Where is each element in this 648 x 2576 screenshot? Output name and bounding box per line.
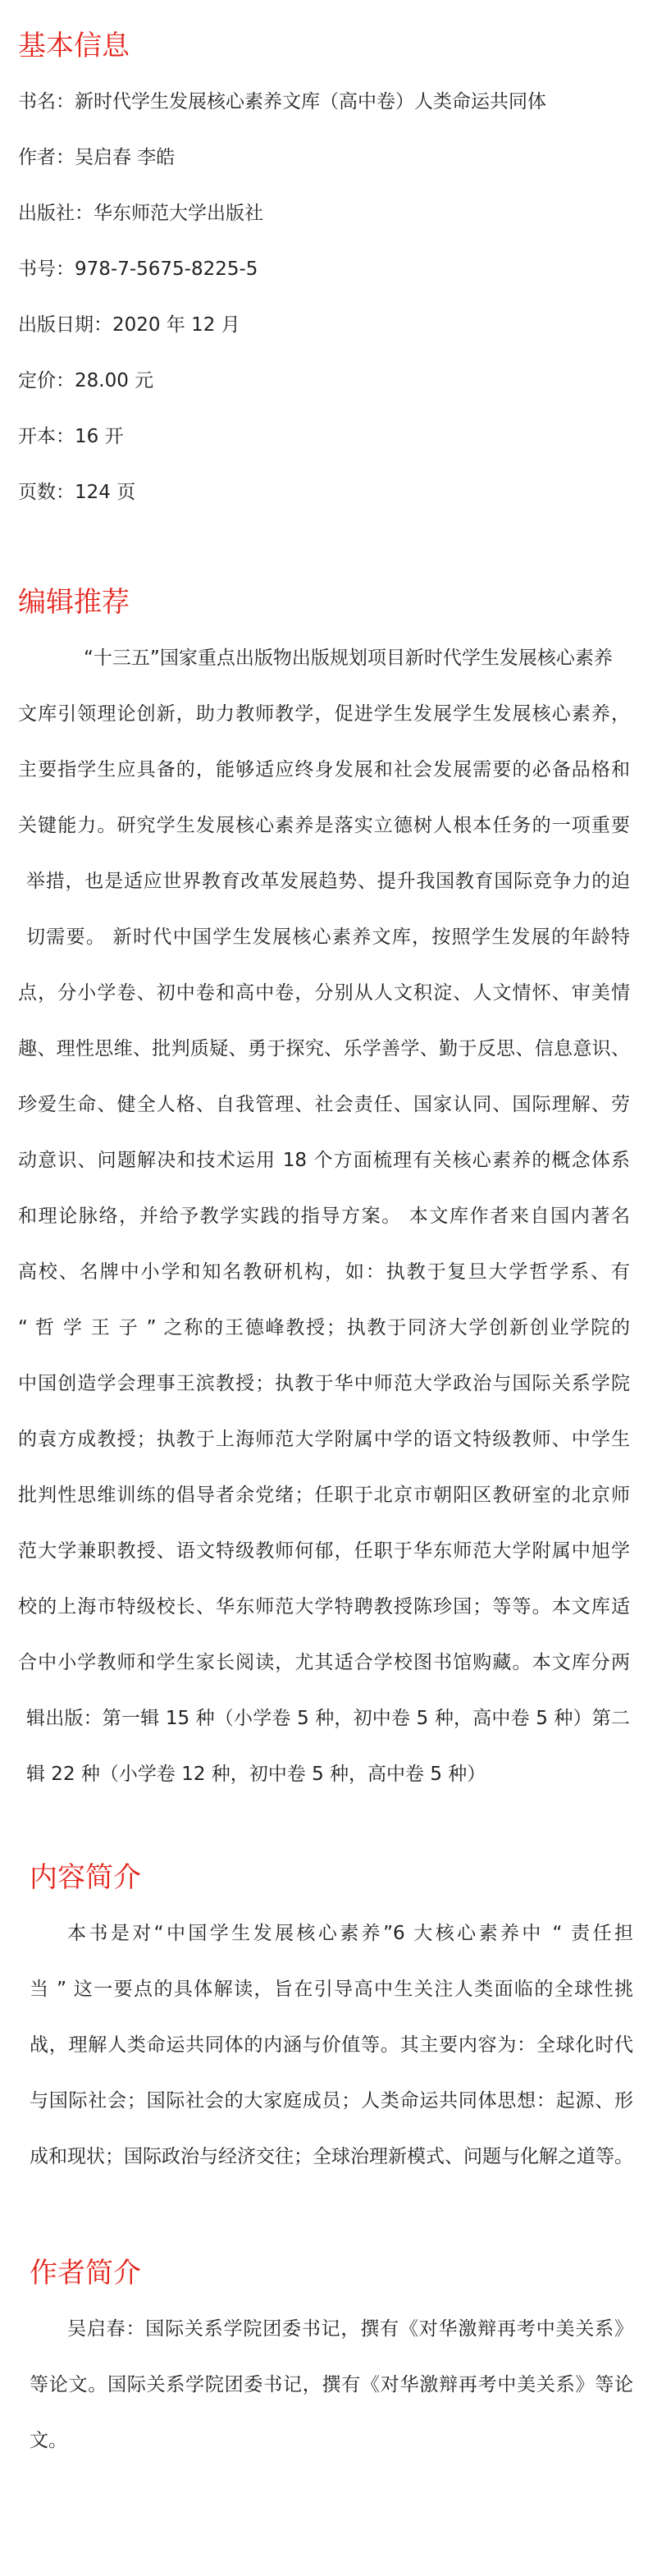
editor-recommendation-line: 主要指学生应具备的，能够适应终身发展和社会发展需要的必备品格和 [18,759,630,780]
editor-recommendation-line: 范大学兼职教授、语文特级教师何郁，任职于华东师范大学附属中旭学 [18,1540,630,1562]
editor-recommendation-line: 趣、理性思维、批判质疑、勇于探究、乐学善学、勤于反思、信息意识、 [18,1038,630,1059]
basic-info-heading: 基本信息 [18,30,130,62]
content-intro-line: 本书是对“中国学生发展核心素养”6 大核心素养中 “ 责任担 [67,1923,633,1944]
editor-recommendation-line: 动意识、问题解决和技术运用 18 个方面梳理有关核心素养的概念体系 [18,1150,630,1171]
info-row-isbn [18,241,630,297]
info-row-format [18,409,630,464]
content-intro-section [0,1850,648,2185]
editor-recommendation-line: 批判性思维训练的倡导者余党绪；任职于北京市朝阳区教研室的北京师 [18,1485,630,1506]
info-label: 定价： [18,370,75,391]
info-label: 开本： [18,426,75,447]
info-label: 页数： [18,482,75,503]
editor-recommendation-line: 举措，也是适应世界教育改革发展趋势、提升我国教育国际竞争力的迫 [26,871,630,892]
info-row-publisher [18,185,630,241]
editor-recommendation-line: “ 哲 学 王 子 ” 之称的王德峰教授；执教于同济大学创新创业学院的 [18,1317,630,1338]
editor-recommendation-line: 切需要。 新时代中国学生发展核心素养文库，按照学生发展的年龄特 [26,927,630,948]
info-row-price [18,353,630,409]
info-label: 作者： [18,147,75,168]
info-row-publish-date [18,297,630,353]
content-intro-heading: 内容简介 [30,1861,141,1894]
info-value: 16 开 [75,426,124,447]
info-value: 新时代学生发展核心素养文库（高中卷）人类命运共同体 [75,91,546,112]
editor-recommendation-line: 文库引领理论创新，助力教师教学，促进学生发展学生发展核心素养， [18,703,630,725]
editor-recommendation-line: 校的上海市特级校长、华东师范大学特聘教授陈珍国；等等。本文库适 [18,1596,630,1617]
info-row-book-title [18,74,630,130]
editor-recommendation-section [0,574,648,1802]
author-intro-section [0,2245,648,2468]
author-intro-line: 文。 [30,2430,67,2451]
editor-recommendation-line: 点，分小学卷、初中卷和高中卷，分别从人文积淀、人文情怀、审美情 [18,982,630,1004]
author-intro-line: 等论文。国际关系学院团委书记，撰有《对华激辩再考中美关系》等论 [30,2374,633,2395]
content-intro-line: 当 ” 这一要点的具体解读，旨在引导高中生关注人类面临的全球性挑 [30,1979,633,2000]
info-label: 出版日期： [18,314,112,336]
editor-recommendation-line: 和理论脉络，并给予教学实践的指导方案。 本文库作者来自国内著名 [18,1206,630,1227]
info-value: 华东师范大学出版社 [94,203,263,224]
editor-recommendation-line: 辑出版：第一辑 15 种（小学卷 5 种，初中卷 5 种，高中卷 5 种）第二 [26,1708,630,1729]
editor-recommendation-heading: 编辑推荐 [18,586,130,619]
editor-recommendation-line: 中国创造学会理事王滨教授；执教于华中师范大学政治与国际关系学院 [18,1373,630,1394]
info-label: 出版社： [18,203,94,224]
editor-recommendation-line: 珍爱生命、健全人格、自我管理、社会责任、国家认同、国际理解、劳 [18,1094,630,1115]
info-value: 28.00 元 [75,370,154,391]
info-value: 吴启春 李皓 [75,147,176,168]
editor-recommendation-line: 辑 22 种（小学卷 12 种，初中卷 5 种，高中卷 5 种） [26,1764,486,1785]
info-label: 书号： [18,259,75,280]
info-row-author [18,130,630,185]
info-value: 124 页 [75,482,136,503]
editor-recommendation-line: “十三五”国家重点出版物出版规划项目新时代学生发展核心素养 [84,647,613,669]
content-intro-line: 成和现状；国际政治与经济交往；全球治理新模式、问题与化解之道等。 [30,2146,633,2167]
author-intro-line: 吴启春：国际关系学院团委书记，撰有《对华激辩再考中美关系》 [67,2318,633,2340]
info-value: 2020 年 12 月 [112,314,240,336]
editor-recommendation-line: 关键能力。研究学生发展核心素养是落实立德树人根本任务的一项重要 [18,815,630,836]
author-intro-heading: 作者简介 [30,2257,141,2290]
info-value: 978-7-5675-8225-5 [75,259,258,280]
content-intro-line: 战，理解人类命运共同体的内涵与价值等。其主要内容为：全球化时代 [30,2034,633,2056]
basic-info-section [0,18,648,520]
content-intro-line: 与国际社会；国际社会的大家庭成员；人类命运共同体思想：起源、形 [30,2090,633,2112]
editor-recommendation-line: 的袁方成教授；执教于上海师范大学附属中学的语文特级教师、中学生 [18,1429,630,1450]
editor-recommendation-line: 合中小学教师和学生家长阅读，尤其适合学校图书馆购藏。本文库分两 [18,1652,630,1673]
editor-recommendation-line: 高校、名牌中小学和知名教研机构，如：执教于复旦大学哲学系、有 [18,1261,630,1283]
info-row-pages [18,464,630,520]
info-label: 书名： [18,91,75,112]
